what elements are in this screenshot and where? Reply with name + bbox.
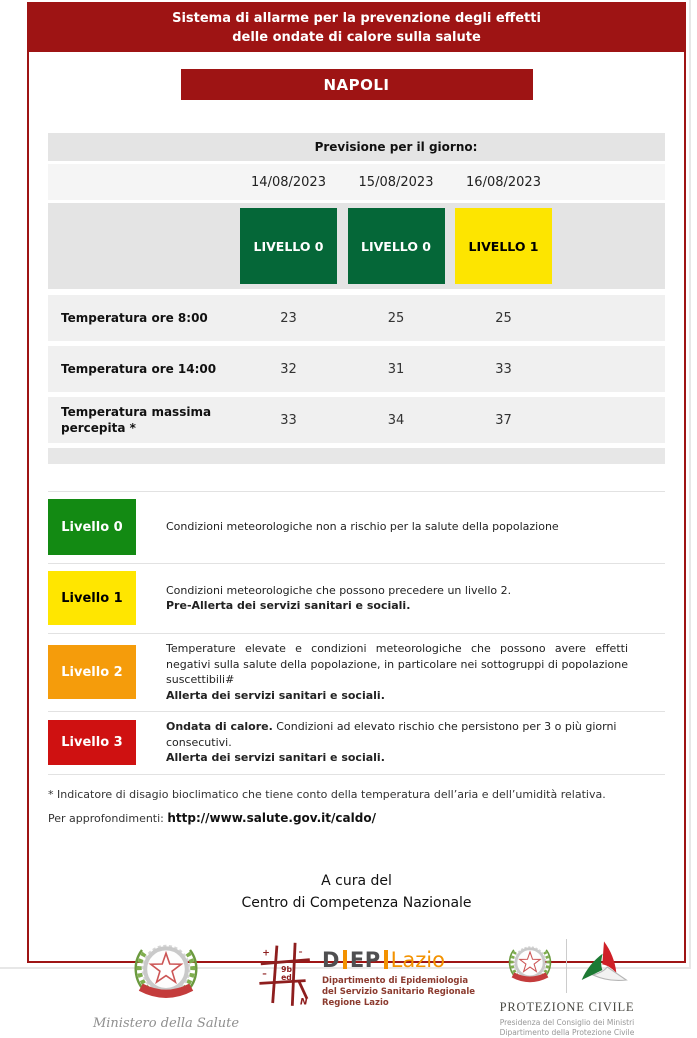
- level-badge: LIVELLO 0: [348, 208, 445, 284]
- temp-value: 23: [280, 310, 297, 326]
- italy-emblem-icon: [125, 934, 207, 1014]
- legend-level-badge: Livello 1: [48, 571, 136, 625]
- legend-row: [48, 712, 665, 775]
- temp-value: 32: [280, 361, 297, 377]
- temp-value: 25: [387, 310, 405, 326]
- forecast-dates-row: [48, 164, 665, 200]
- more-info-line: [48, 811, 665, 825]
- city-banner: [181, 69, 533, 100]
- footnote-indicator: * Indicatore di disagio bioclimatico che tiene conto della temperatura dell’aria e dell’umidità relativa.: [48, 787, 606, 801]
- legend-row: [48, 634, 665, 712]
- ministero-caption: Ministero della Salute: [92, 1015, 240, 1031]
- credits: [29, 870, 684, 914]
- temp-value: 33: [495, 361, 512, 377]
- dep-subtitle: Dipartimento di Epidemiologia del Servizio Sanitario Regionale Regione Lazio: [321, 975, 476, 1008]
- legend-row: [48, 492, 665, 564]
- temp-value: 37: [495, 412, 512, 428]
- forecast-levels-row: [48, 203, 665, 289]
- legend-row: [48, 564, 665, 634]
- level-badge: LIVELLO 1: [455, 208, 552, 284]
- legend-level-badge: Livello 3: [48, 720, 136, 765]
- forecast-table: [48, 133, 665, 464]
- row-label: Temperatura ore 14:00: [61, 362, 217, 376]
- italy-emblem-icon: [503, 939, 557, 993]
- date-cell: 14/08/2023: [251, 174, 326, 190]
- dep-lazio-logo: [258, 942, 475, 1009]
- orange-bar-icon: [384, 950, 388, 969]
- orange-bar-icon: [343, 950, 347, 969]
- dep-seal-icon: [258, 942, 314, 1008]
- credits-line2: Centro di Competenza Nazionale: [241, 894, 472, 911]
- protezione-subtitle: Presidenza del Consiglio dei Ministri Dipartimento della Protezione Civile: [499, 1017, 635, 1037]
- protezione-civile-logo: [492, 938, 642, 1038]
- legend-description: Condizioni meteorologiche non a rischio per la salute della popolazione: [166, 520, 559, 534]
- temperature-row: [48, 397, 665, 443]
- row-label: Temperatura ore 8:00: [61, 311, 208, 325]
- more-info-link[interactable]: http://www.salute.gov.it/caldo/: [167, 810, 376, 825]
- more-info-label: Per approfondimenti:: [48, 811, 164, 825]
- divider: [566, 939, 567, 993]
- protezione-title: PROTEZIONE CIVILE: [499, 999, 635, 1014]
- city-name: NAPOLI: [323, 75, 390, 94]
- page-title-line1: Sistema di allarme per la prevenzione degli effetti: [172, 11, 541, 26]
- ministero-salute-logo: [91, 934, 241, 1031]
- logos-row: [91, 934, 642, 1038]
- legend-level-badge: Livello 2: [48, 645, 136, 699]
- legend-description: Temperature elevate e condizioni meteorologiche che possono avere effetti negativi sulla salute della popolazione, in particolare nei sottogruppi di popolazione suscettibili# Allerta dei servizi sanitari e sociali.: [166, 642, 628, 702]
- row-label: Temperatura massima percepita *: [61, 405, 212, 435]
- table-footer-strip: [48, 448, 665, 464]
- pinwheel-icon: [576, 938, 632, 994]
- dep-wordmark: D EP Lazio: [321, 947, 445, 972]
- credits-line1: A cura del: [321, 872, 392, 889]
- legend-description: Condizioni meteorologiche che possono precedere un livello 2. Pre-Allerta dei servizi sanitari e sociali.: [166, 583, 512, 612]
- level-badge: LIVELLO 0: [240, 208, 337, 284]
- temperature-row: [48, 295, 665, 341]
- forecast-header-row: [48, 133, 665, 161]
- page-title-line2: delle ondate di calore sulla salute: [232, 30, 481, 45]
- temp-value: 33: [280, 412, 297, 428]
- temp-value: 31: [387, 361, 405, 377]
- page-title: [29, 4, 684, 52]
- temp-value: 34: [387, 412, 405, 428]
- legend-level-badge: Livello 0: [48, 499, 136, 555]
- temperature-row: [48, 346, 665, 392]
- bulletin-page: [27, 2, 686, 1037]
- legend-description: Ondata di calore. Condizioni ad elevato rischio che persistono per 3 o più giorni consecutivi. Allerta dei servizi sanitari e sociali.: [166, 720, 617, 764]
- temp-value: 25: [495, 310, 512, 326]
- levels-legend: [48, 491, 665, 775]
- forecast-header-label: Previsione per il giorno:: [314, 140, 478, 154]
- date-cell: 15/08/2023: [358, 174, 434, 190]
- date-cell: 16/08/2023: [466, 174, 541, 190]
